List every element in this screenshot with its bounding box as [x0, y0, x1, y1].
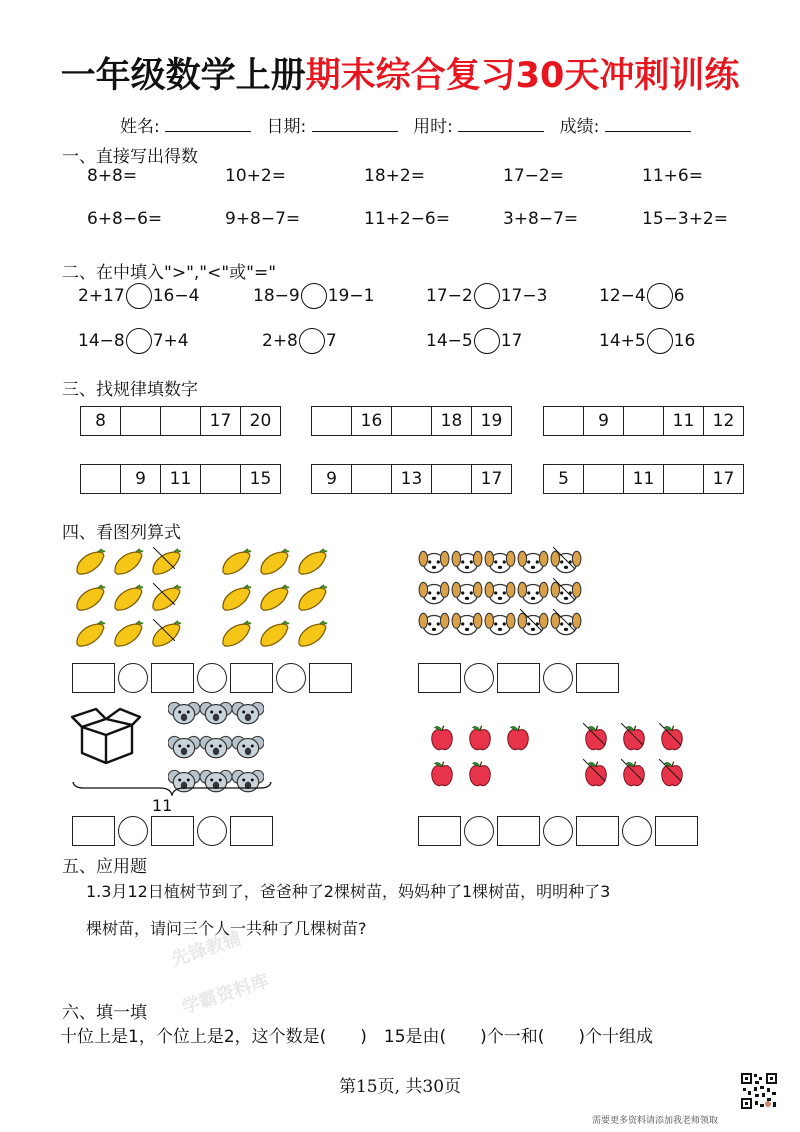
- answer-row: [418, 663, 619, 693]
- seq-cell[interactable]: 9: [121, 465, 161, 493]
- calc-item: 6+8−6=: [87, 209, 163, 229]
- mango-icon: [220, 548, 252, 576]
- date-blank[interactable]: [312, 115, 398, 132]
- mango-group: [74, 548, 182, 648]
- compare-item: 14−5 17: [426, 328, 522, 354]
- watermark-text: 先锋教辅: [168, 928, 244, 971]
- seq-cell[interactable]: [161, 407, 201, 435]
- answer-box[interactable]: [576, 816, 619, 846]
- seq-cell[interactable]: [544, 407, 584, 435]
- apple-icon: [426, 760, 458, 788]
- operator-circle[interactable]: [276, 663, 306, 693]
- qr-code-icon[interactable]: [740, 1072, 778, 1110]
- calc-item: 9+8−7=: [225, 209, 301, 229]
- calc-item: 10+2=: [225, 166, 286, 186]
- sequence-boxes: [543, 406, 744, 436]
- compare-circle[interactable]: [474, 283, 500, 309]
- compare-item: 12−4 6: [599, 283, 685, 309]
- word-problem-line2: 棵树苗，请问三个人一共种了几棵树苗?: [86, 919, 367, 938]
- seq-cell[interactable]: 11: [161, 465, 201, 493]
- score-label: 成绩:: [559, 117, 600, 137]
- seq-cell[interactable]: [312, 407, 352, 435]
- mango-icon: [74, 548, 106, 576]
- compare-item: 17−2 17−3: [426, 283, 547, 309]
- seq-cell[interactable]: [664, 465, 704, 493]
- compare-circle[interactable]: [299, 328, 325, 354]
- answer-box[interactable]: [418, 816, 461, 846]
- operator-circle[interactable]: [197, 663, 227, 693]
- compare-item: 2+8 7: [262, 328, 337, 354]
- score-blank[interactable]: [605, 115, 691, 132]
- page-title: [0, 48, 800, 98]
- mango-icon: [74, 584, 106, 612]
- sequence-boxes: [311, 464, 512, 494]
- dog-icon: [517, 610, 549, 638]
- page-number: 第15页, 共30页: [338, 1077, 462, 1097]
- compare-item: 14+5 16: [599, 328, 695, 354]
- operator-circle[interactable]: [118, 816, 148, 846]
- dog-group: [418, 548, 580, 638]
- seq-cell[interactable]: 19: [480, 411, 503, 431]
- section3-heading: 三、找规律填数字: [62, 380, 198, 400]
- mango-group: [220, 548, 328, 648]
- operator-circle[interactable]: [118, 663, 148, 693]
- dog-icon: [550, 548, 582, 576]
- mango-icon: [112, 620, 144, 648]
- dog-icon: [550, 610, 582, 638]
- sequence-boxes: [80, 406, 281, 436]
- seq-cell[interactable]: [624, 407, 664, 435]
- answer-box[interactable]: [72, 816, 115, 846]
- dog-icon: [550, 579, 582, 607]
- seq-cell[interactable]: 15: [249, 469, 272, 489]
- mango-icon: [296, 548, 328, 576]
- answer-box[interactable]: [497, 816, 540, 846]
- watermark-text: 学霸资料库: [179, 970, 272, 1019]
- time-blank[interactable]: [458, 115, 544, 132]
- apple-icon: [656, 724, 688, 752]
- apple-group: [426, 724, 532, 788]
- answer-box[interactable]: [418, 663, 461, 693]
- seq-cell[interactable]: [121, 407, 161, 435]
- answer-box[interactable]: [151, 816, 194, 846]
- seq-cell[interactable]: [81, 465, 121, 493]
- calc-item: 17−2=: [503, 166, 564, 186]
- mango-icon: [258, 620, 290, 648]
- dog-icon: [451, 579, 483, 607]
- seq-cell[interactable]: 17: [201, 407, 241, 435]
- dog-icon: [484, 579, 516, 607]
- seq-cell[interactable]: 11: [624, 465, 664, 493]
- answer-box[interactable]: [72, 663, 115, 693]
- apple-icon: [618, 724, 650, 752]
- dog-icon: [451, 610, 483, 638]
- date-label: 日期:: [266, 117, 307, 137]
- answer-box[interactable]: [230, 663, 273, 693]
- section1-heading: 一、直接写出得数: [62, 147, 198, 167]
- brace-total: 11: [152, 796, 173, 815]
- dog-icon: [517, 548, 549, 576]
- sequence-boxes: [311, 406, 512, 436]
- operator-circle[interactable]: [197, 816, 227, 846]
- compare-circle[interactable]: [126, 283, 152, 309]
- fill-blank-line: 十位上是1，个位上是2，这个数是( ) 15是由( )个一和( )个十组成: [60, 1027, 654, 1047]
- seq-cell[interactable]: 11: [664, 407, 704, 435]
- box-icon: [70, 705, 142, 767]
- calc-item: 11+6=: [642, 166, 703, 186]
- apple-icon: [618, 760, 650, 788]
- mango-icon: [258, 584, 290, 612]
- mango-icon: [112, 584, 144, 612]
- answer-box[interactable]: [151, 663, 194, 693]
- apple-icon: [656, 760, 688, 788]
- compare-item: 2+17 16−4: [78, 283, 199, 309]
- answer-row: [418, 816, 698, 846]
- seq-cell[interactable]: 17: [480, 469, 503, 489]
- dog-icon: [484, 610, 516, 638]
- apple-icon: [580, 724, 612, 752]
- seq-cell[interactable]: 8: [81, 407, 121, 435]
- answer-box[interactable]: [655, 816, 698, 846]
- answer-box[interactable]: [576, 663, 619, 693]
- mango-icon: [150, 620, 182, 648]
- section5-heading: 五、应用题: [62, 857, 147, 877]
- seq-cell[interactable]: 9: [312, 465, 352, 493]
- compare-circle[interactable]: [647, 328, 673, 354]
- mango-icon: [220, 620, 252, 648]
- koala-icon: [200, 698, 232, 726]
- koala-icon: [168, 732, 200, 760]
- apple-icon: [464, 760, 496, 788]
- answer-box[interactable]: [497, 663, 540, 693]
- compare-circle[interactable]: [647, 283, 673, 309]
- dog-icon: [451, 548, 483, 576]
- sequence-boxes: [543, 464, 744, 494]
- compare-circle[interactable]: [474, 328, 500, 354]
- dog-icon: [418, 548, 450, 576]
- seq-cell[interactable]: [432, 465, 472, 493]
- calc-item: 15−3+2=: [642, 209, 728, 229]
- mango-icon: [74, 620, 106, 648]
- dog-icon: [418, 610, 450, 638]
- apple-icon: [502, 724, 534, 752]
- sequence-boxes: [80, 464, 281, 494]
- compare-circle[interactable]: [126, 328, 152, 354]
- seq-cell[interactable]: [584, 465, 624, 493]
- calc-item: 11+2−6=: [364, 209, 450, 229]
- section4-heading: 四、看图列算式: [62, 523, 181, 543]
- koala-icon: [232, 698, 264, 726]
- koala-icon: [200, 732, 232, 760]
- dog-icon: [418, 579, 450, 607]
- seq-cell[interactable]: [201, 465, 241, 493]
- seq-cell[interactable]: 12: [712, 411, 735, 431]
- dog-icon: [484, 548, 516, 576]
- calc-item: 8+8=: [87, 166, 138, 186]
- name-label: 姓名:: [120, 117, 160, 137]
- dog-icon: [517, 579, 549, 607]
- time-label: 用时:: [413, 117, 453, 137]
- mango-icon: [296, 620, 328, 648]
- seq-cell[interactable]: 16: [352, 407, 392, 435]
- answer-row: [72, 663, 352, 693]
- mango-icon: [258, 548, 290, 576]
- title-black: 一年级数学上册: [60, 56, 306, 96]
- compare-item: 18−9 19−1: [253, 283, 374, 309]
- operator-circle[interactable]: [464, 663, 494, 693]
- seq-cell[interactable]: 17: [712, 469, 735, 489]
- seq-cell[interactable]: 18: [432, 407, 472, 435]
- seq-cell[interactable]: 5: [544, 465, 584, 493]
- word-problem-line1: 1.3月12日植树节到了，爸爸种了2棵树苗，妈妈种了1棵树苗，明明种了3: [86, 882, 611, 901]
- calc-item: 18+2=: [364, 166, 425, 186]
- answer-box[interactable]: [230, 816, 273, 846]
- compare-circle[interactable]: [301, 283, 327, 309]
- operator-circle[interactable]: [464, 816, 494, 846]
- seq-cell[interactable]: [352, 465, 392, 493]
- mango-icon: [296, 584, 328, 612]
- mango-icon: [220, 584, 252, 612]
- brace: [72, 780, 272, 796]
- seq-cell[interactable]: 20: [249, 411, 272, 431]
- compare-item: 14−8 7+4: [78, 328, 189, 354]
- koala-icon: [232, 732, 264, 760]
- title-red: 期末综合复习30天冲刺训练: [305, 56, 740, 96]
- mango-icon: [150, 584, 182, 612]
- seq-cell[interactable]: [392, 407, 432, 435]
- calc-item: 3+8−7=: [503, 209, 579, 229]
- answer-box[interactable]: [309, 663, 352, 693]
- apple-icon: [580, 760, 612, 788]
- name-blank[interactable]: [165, 115, 251, 132]
- answer-row: [72, 816, 273, 846]
- apple-icon: [464, 724, 496, 752]
- koala-icon: [168, 698, 200, 726]
- mango-icon: [150, 548, 182, 576]
- footer-note: 需要更多资料请添加我老师领取: [592, 1116, 719, 1126]
- section6-heading: 六、填一填: [62, 1003, 147, 1023]
- seq-cell[interactable]: 9: [584, 407, 624, 435]
- operator-circle[interactable]: [543, 663, 573, 693]
- student-info-row: [120, 112, 701, 137]
- mango-icon: [112, 548, 144, 576]
- section2-heading: 二、在中填入">","<"或"=": [62, 263, 277, 283]
- apple-icon: [426, 724, 458, 752]
- operator-circle[interactable]: [543, 816, 573, 846]
- operator-circle[interactable]: [622, 816, 652, 846]
- seq-cell[interactable]: 13: [392, 465, 432, 493]
- apple-group: [580, 724, 686, 788]
